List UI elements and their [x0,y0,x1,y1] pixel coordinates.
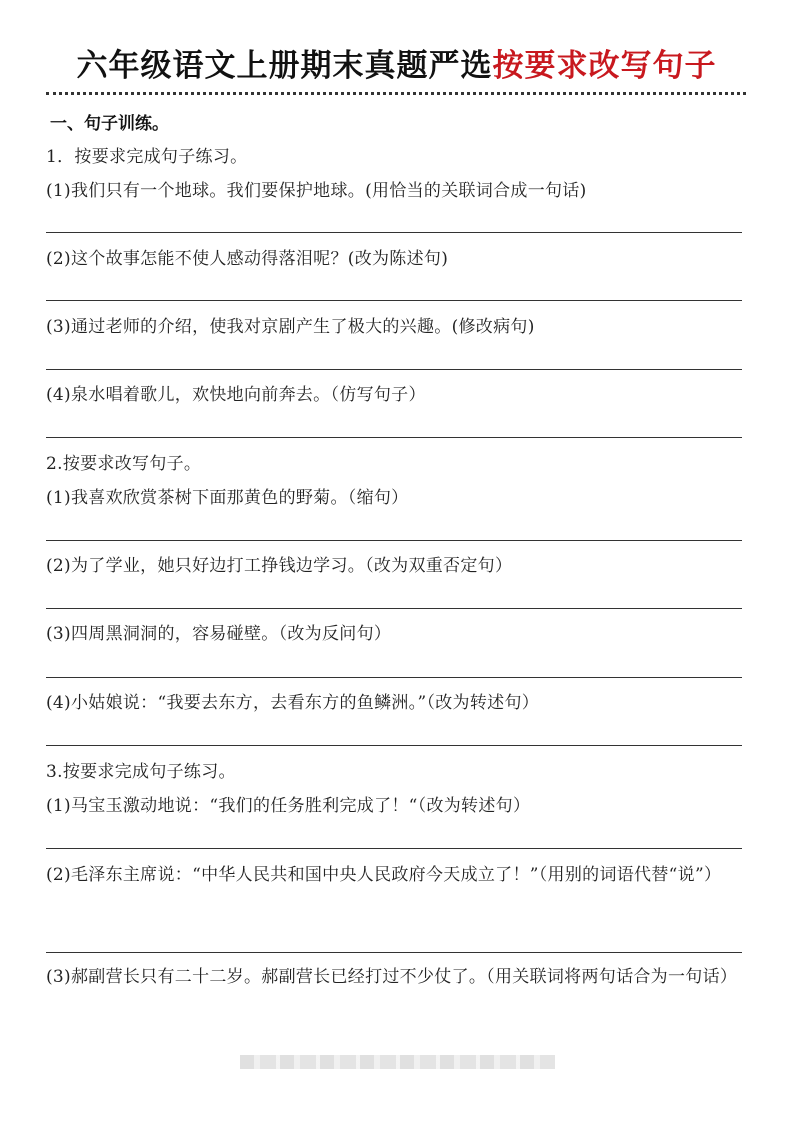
section-heading: 一、句子训练。 [50,114,169,134]
answer-line-2-2[interactable] [46,608,742,609]
dotted-divider [46,92,746,95]
question-3-3: (3)郝副营长只有二十二岁。郝副营长已经打过不少仗了。（用关联词将两句话合为一句话） [46,967,738,987]
answer-line-1-2[interactable] [46,300,742,301]
answer-line-2-3[interactable] [46,677,742,678]
question-2-2: (2)为了学业，她只好边打工挣钱边学习。（改为双重否定句） [46,556,513,576]
answer-line-3-2[interactable] [46,952,742,953]
question-2-4: (4)小姑娘说：“我要去东方，去看东方的鱼鳞洲。”（改为转述句） [46,693,540,713]
question-1-4: (4)泉水唱着歌儿，欢快地向前奔去。（仿写句子） [46,385,426,405]
answer-line-3-1[interactable] [46,848,742,849]
blurred-watermark [240,1055,555,1069]
title-highlight: 按要求改写句子 [492,48,717,84]
answer-line-1-1[interactable] [46,232,742,233]
question-3-2: (2)毛泽东主席说：“中华人民共和国中央人民政府今天成立了！”（用别的词语代替“说”） [46,865,722,885]
answer-line-2-4[interactable] [46,745,742,746]
answer-line-1-4[interactable] [46,437,742,438]
question-1-3: (3)通过老师的介绍，使我对京剧产生了极大的兴趣。(修改病句) [46,317,535,337]
question-2-1: (1)我喜欢欣赏茶树下面那黄色的野菊。（缩句） [46,488,409,508]
question-1-1: (1)我们只有一个地球。我们要保护地球。(用恰当的关联词合成一句话) [46,181,587,201]
page-title [0,40,793,85]
question-3-1: (1)马宝玉激动地说：“我们的任务胜利完成了！“（改为转述句） [46,796,531,816]
answer-line-2-1[interactable] [46,540,742,541]
question-group-1-heading: 1．按要求完成句子练习。 [46,147,248,167]
question-group-2-heading: 2.按要求改写句子。 [46,454,202,474]
question-group-3-heading: 3.按要求完成句子练习。 [46,762,236,782]
question-1-2: (2)这个故事怎能不使人感动得落泪呢？(改为陈述句) [46,249,449,269]
question-2-3: (3)四周黑洞洞的，容易碰壁。（改为反问句） [46,624,392,644]
answer-line-1-3[interactable] [46,369,742,370]
title-main: 六年级语文上册期末真题严选 [76,48,493,84]
